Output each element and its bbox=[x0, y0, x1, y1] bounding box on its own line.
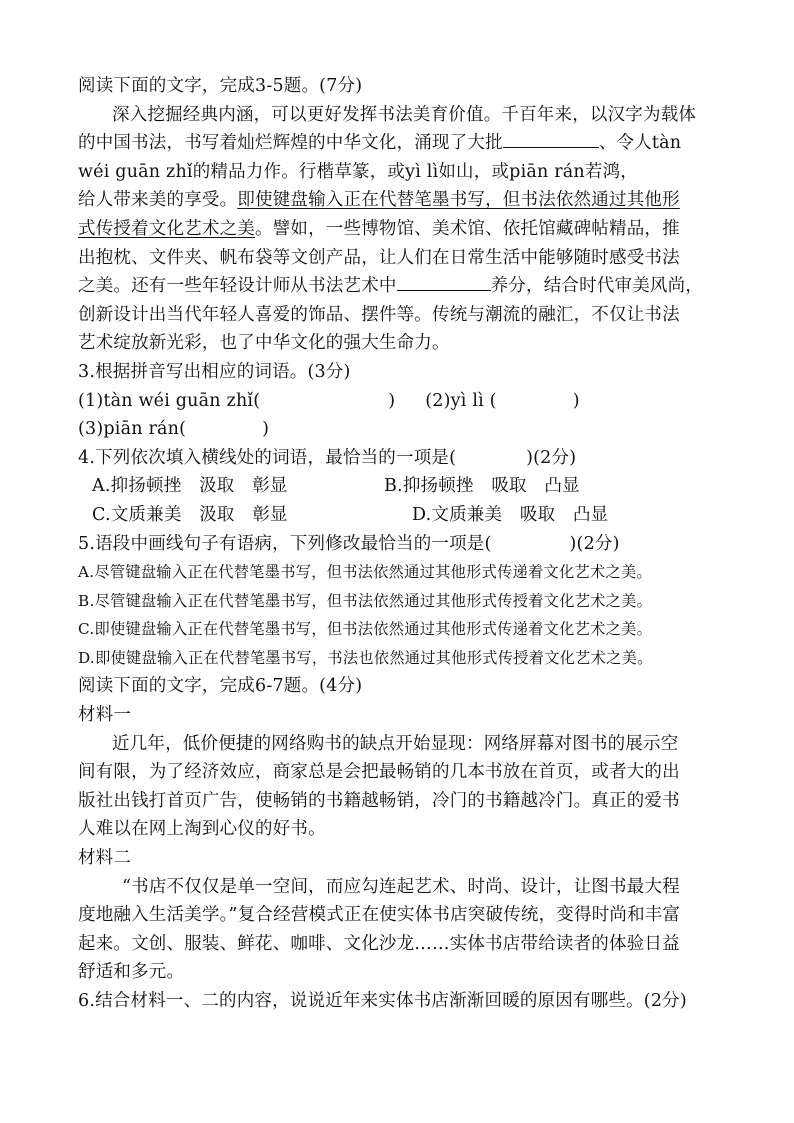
question-4-options bbox=[78, 472, 728, 501]
material-line: “书店不仅仅是单一空间，而应勾连起艺术、时尚、设计，让图书最大程 bbox=[122, 876, 680, 897]
material-line: 间有限，为了经济效应，商家总是会把最畅销的几本书放在首页，或者大的出 bbox=[78, 762, 680, 783]
question-3-items: (1)tàn wéi guān zhǐ( ) (2)yì lì ( ) bbox=[78, 390, 580, 411]
section1-heading: 阅读下面的文字，完成3-5题。(7分) bbox=[78, 76, 363, 96]
material-line: 版社出钱打首页广告，使畅销的书籍越畅销，冷门的书籍越冷门。真正的爱书 bbox=[78, 790, 680, 811]
question-4-options bbox=[78, 501, 728, 530]
option-c[interactable]: C.文质兼美 汲取 彰显 bbox=[92, 504, 288, 525]
question-6-stem: 6.结合材料一、二的内容，说说近年来实体书店渐渐回暖的原因有哪些。(2分) bbox=[78, 991, 687, 1011]
option-b[interactable]: B.尽管键盘输入正在代替笔墨书写，但书法依然通过其他形式传授着文化艺术之美。 bbox=[78, 591, 653, 610]
passage-line: 艺术绽放新光彩，也了中华文化的强大生命力。 bbox=[78, 333, 450, 354]
material-line: 近几年，低价便捷的网络购书的缺点开始显现：网络屏幕对图书的展示空 bbox=[112, 733, 679, 754]
passage-line: 的中国书法，书写着灿烂辉煌的中华文化，涌现了大批 、令人tàn bbox=[78, 129, 728, 158]
passage-line: 创新设计出当代年轻人喜爱的饰品、摆件等。传统与潮流的融汇，不仅让书法 bbox=[78, 304, 680, 325]
material-line: 起来。文创、服装、鲜花、咖啡、文化沙龙……实体书店带给读者的体验日益 bbox=[78, 933, 680, 954]
passage-line: wéi guān zhǐ的精品力作。行楷草篆，或yì lì如山，或piān rán若鸿， bbox=[78, 161, 638, 182]
exam-page bbox=[78, 72, 728, 1016]
passage-line: 之美。还有一些年轻设计师从书法艺术中 养分，结合时代审美风尚， bbox=[78, 272, 728, 301]
material-2-title: 材料二 bbox=[78, 848, 132, 869]
passage-line: 深入挖掘经典内涵，可以更好发挥书法美育价值。千百年来，以汉字为载体 bbox=[112, 104, 697, 125]
question-3-items: (3)piān rán( ) bbox=[78, 419, 270, 440]
passage-line: 出抱枕、文件夹、帆布袋等文创产品，让人们在日常生活中能够随时感受书法 bbox=[78, 247, 680, 268]
option-a[interactable]: A.尽管键盘输入正在代替笔墨书写，但书法依然通过其他形式传递着文化艺术之美。 bbox=[78, 563, 652, 582]
material-1-title: 材料一 bbox=[78, 705, 132, 726]
fill-blank-2[interactable] bbox=[397, 272, 491, 291]
option-b[interactable]: B.抑扬顿挫 吸取 凸显 bbox=[384, 476, 580, 497]
underlined-sentence: 式传授着文化艺术之美 bbox=[78, 218, 255, 239]
option-d[interactable]: D.即使键盘输入正在代替笔墨书写，书法也依然通过其他形式传授着文化艺术之美。 bbox=[78, 648, 653, 667]
section2-heading: 阅读下面的文字，完成6-7题。(4分) bbox=[78, 676, 363, 697]
option-c[interactable]: C.即使键盘输入正在代替笔墨书写，但书法依然通过其他形式传递着文化艺术之美。 bbox=[78, 620, 653, 639]
underlined-sentence: 即使键盘输入正在代替笔墨书写，但书法依然通过其他形 bbox=[237, 190, 680, 211]
option-d[interactable]: D.文质兼美 吸取 凸显 bbox=[412, 504, 609, 525]
option-a[interactable]: A.抑扬顿挫 汲取 彰显 bbox=[92, 476, 288, 497]
passage-line: 给人带来美的享受。即使键盘输入正在代替笔墨书写，但书法依然通过其他形 bbox=[78, 190, 680, 211]
material-line: 舒适和多元。 bbox=[78, 962, 185, 983]
material-line: 度地融入生活美学。”复合经营模式正在使实体书店突破传统，变得时尚和丰富 bbox=[78, 905, 681, 926]
passage-line: 式传授着文化艺术之美。譬如，一些博物馆、美术馆、依托馆藏碑帖精品，推 bbox=[78, 218, 680, 239]
question-4-stem: 4.下列依次填入横线处的词语，最恰当的一项是( )(2分) bbox=[78, 447, 577, 468]
material-line: 人难以在网上淘到心仪的好书。 bbox=[78, 819, 326, 840]
question-3-stem: 3.根据拼音写出相应的词语。(3分) bbox=[78, 361, 351, 382]
question-5-stem: 5.语段中画线句子有语病，下列修改最恰当的一项是( )(2分) bbox=[78, 533, 620, 554]
fill-blank-1[interactable] bbox=[503, 129, 599, 148]
